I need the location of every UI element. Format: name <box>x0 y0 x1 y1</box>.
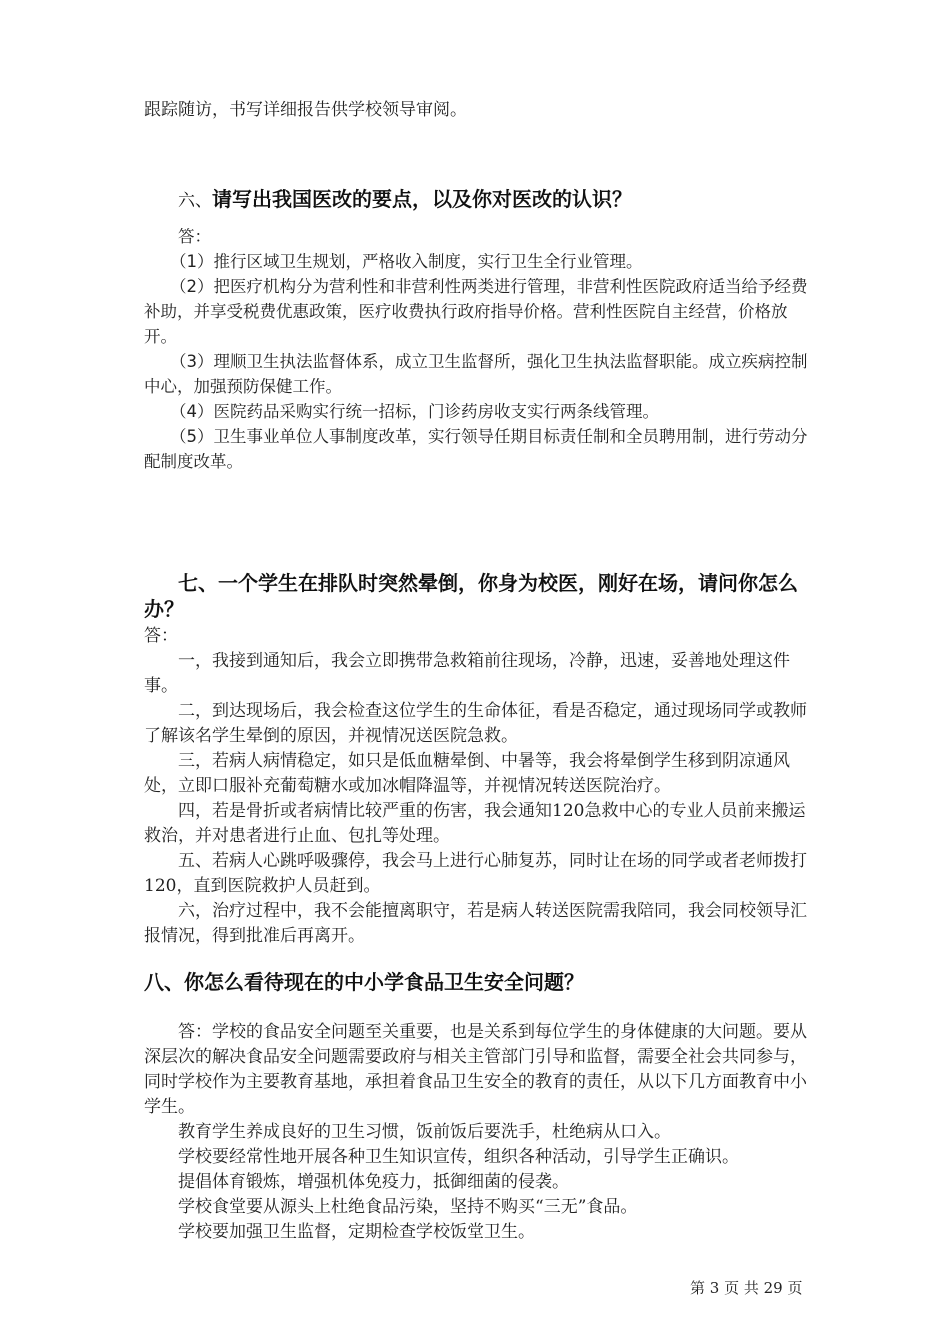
section8-item-5: 学校要加强卫生监督，定期检查学校饭堂卫生。 <box>178 1222 535 1242</box>
intro-line: 跟踪随访，书写详细报告供学校领导审阅。 <box>144 100 467 120</box>
section7-item-6: 六，治疗过程中，我不会能擅离职守，若是病人转送医院需我陪同，我会同校领导汇报情况，得到批准后再离开。 <box>144 901 807 946</box>
section8-answer: 答：学校的食品安全问题至关重要，也是关系到每位学生的身体健康的大问题。要从深层次的解决食品安全问题需要政府与相关主管部门引导和监督，需要全社会共同参与，同时学校作为主要教育基地，承担着食品卫生安全的教育的责任，从以下几方面教育中小学生。 <box>144 1022 807 1117</box>
section6-item-4: （4）医院药品采购实行统一招标，门诊药房收支实行两条线管理。 <box>170 402 659 421</box>
page-footer: 第 3 页 共 29 页 <box>690 1279 803 1297</box>
section8-item-3: 提倡体育锻炼，增强机体免疫力，抵御细菌的侵袭。 <box>178 1172 569 1192</box>
section7-item-2: 二，到达现场后，我会检查这位学生的生命体征，看是否稳定，通过现场同学或教师了解该名学生晕倒的原因，并视情况送医院急救。 <box>144 701 807 746</box>
section7-item-4: 四，若是骨折或者病情比较严重的伤害，我会通知120急救中心的专业人员前来搬运救治，并对患者进行止血、包扎等处理。 <box>144 801 806 846</box>
section7-item-1: 一，我接到通知后，我会立即携带急救箱前往现场，冷静，迅速，妥善地处理这件事。 <box>144 651 790 696</box>
section8-item-1: 教育学生养成良好的卫生习惯，饭前饭后要洗手，杜绝病从口入。 <box>178 1122 671 1142</box>
section6-item-2: （2）把医疗机构分为营利性和非营利性两类进行管理，非营利性医院政府适当给予经费补助，并享受税费优惠政策，医疗收费执行政府指导价格。营利性医院自主经营，价格放开。 <box>144 277 808 346</box>
section7-item-3: 三，若病人病情稳定，如只是低血糖晕倒、中暑等，我会将晕倒学生移到阴凉通风处，立即口服补充葡萄糖水或加冰帽降温等，并视情况转送医院治疗。 <box>144 751 790 796</box>
section6-item-1: （1）推行区域卫生规划，严格收入制度，实行卫生全行业管理。 <box>170 252 643 271</box>
section7-item-5: 五、若病人心跳呼吸骤停，我会马上进行心肺复苏，同时让在场的同学或者老师拨打120，直到医院救护人员赶到。 <box>144 851 807 896</box>
section8-item-4: 学校食堂要从源头上杜绝食品污染，坚持不购买“三无”食品。 <box>178 1197 638 1217</box>
section8-heading: 八、你怎么看待现在的中小学食品卫生安全问题？ <box>144 970 584 994</box>
section7-heading: 七、一个学生在排队时突然晕倒，你身为校医，刚好在场，请问你怎么办？ <box>144 571 798 621</box>
section8-item-2: 学校要经常性地开展各种卫生知识宣传，组织各种活动，引导学生正确识。 <box>178 1147 739 1167</box>
section7-answer-label: 答： <box>144 626 178 646</box>
section6-item-3: （3）理顺卫生执法监督体系，成立卫生监督所，强化卫生执法监督职能。成立疾病控制中心，加强预防保健工作。 <box>144 352 808 396</box>
section6-title: 请写出我国医改的要点，以及你对医改的认识？ <box>212 187 632 211</box>
section6-heading <box>178 186 810 214</box>
section6-answer-label: 答： <box>178 227 211 246</box>
section6-item-5: （5）卫生事业单位人事制度改革，实行领导任期目标责任制和全员聘用制，进行劳动分配制度改革。 <box>144 427 808 471</box>
section6-number: 六、 <box>178 191 212 211</box>
